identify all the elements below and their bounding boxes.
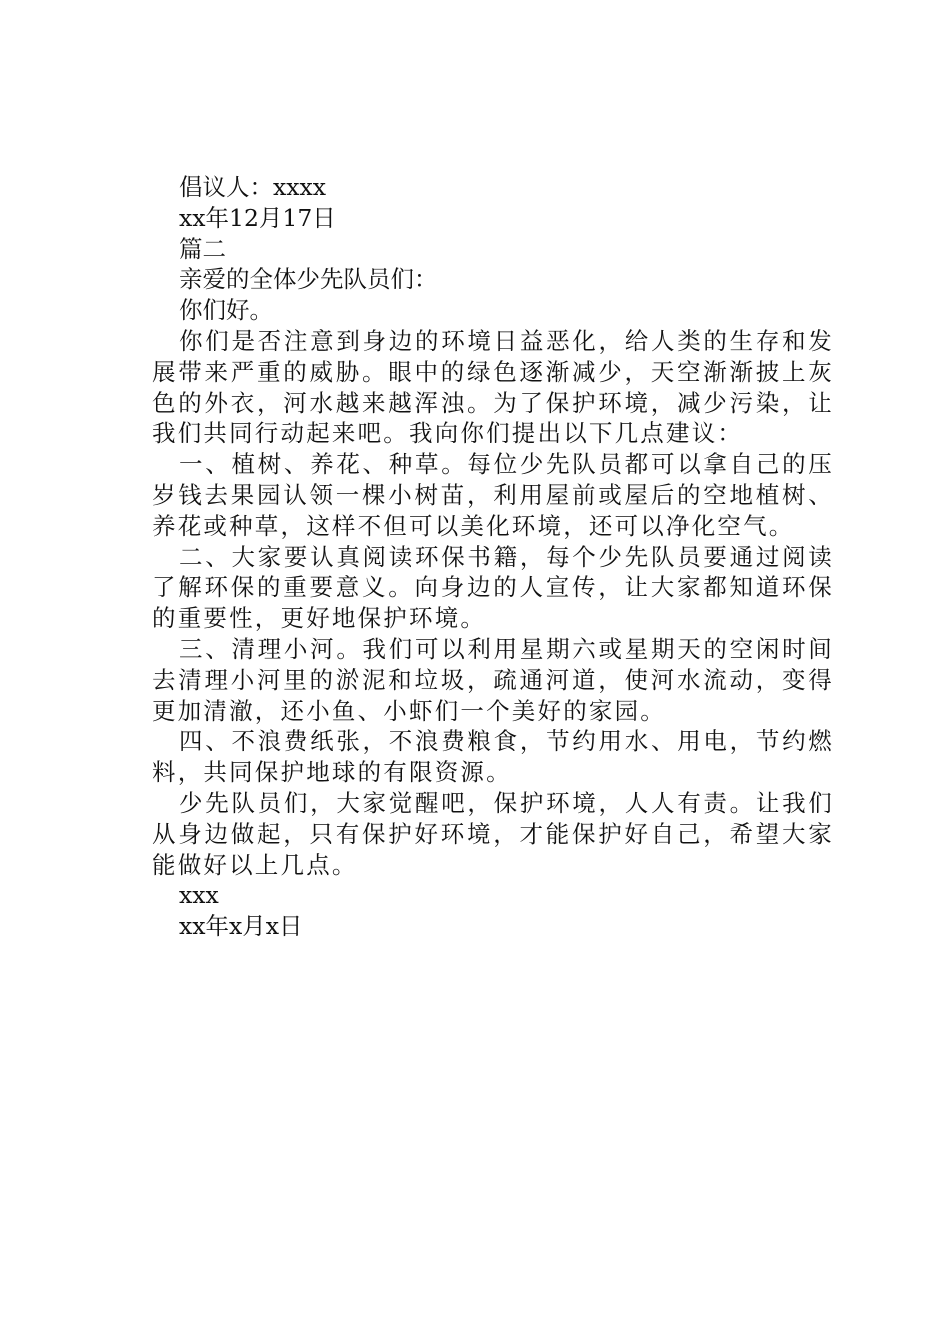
salutation: 亲爱的全体少先队员们： bbox=[179, 265, 438, 294]
suggestion-1-paragraph: 一、植树、养花、种草。每位少先队员都可以拿自己的压岁钱去果园认领一棵小树苗，利用屋前或屋后的空地植树、养花或种草，这样不但可以美化环境，还可以净化空气。 bbox=[152, 450, 834, 540]
section-heading: 篇二 bbox=[179, 234, 226, 263]
suggestion-4-paragraph: 四、不浪费纸张，不浪费粮食，节约用水、用电，节约燃料，共同保护地球的有限资源。 bbox=[152, 727, 834, 787]
date-line: xx年12月17日 bbox=[179, 203, 336, 232]
intro-paragraph: 你们是否注意到身边的环境日益恶化，给人类的生存和发展带来严重的威胁。眼中的绿色逐渐减少，天空渐渐披上灰色的外衣，河水越来越浑浊。为了保护环境，减少污染，让我们共同行动起来吧。我向你们提出以下几点建议： bbox=[152, 326, 834, 448]
suggestion-2-paragraph: 二、大家要认真阅读环保书籍，每个少先队员要通过阅读了解环保的重要意义。向身边的人宣传，让大家都知道环保的重要性，更好地保护环境。 bbox=[152, 542, 834, 633]
greeting: 你们好。 bbox=[179, 296, 273, 325]
closing-paragraph: 少先队员们，大家觉醒吧，保护环境，人人有责。让我们从身边做起，只有保护好环境，才能保护好自己，希望大家能做好以上几点。 bbox=[152, 788, 834, 879]
signature: xxx bbox=[179, 881, 219, 910]
closing-date: xx年x月x日 bbox=[179, 912, 303, 941]
suggestion-3-paragraph: 三、清理小河。我们可以利用星期六或星期天的空闲时间去清理小河里的淤泥和垃圾，疏通河道，使河水流动，变得更加清澈，还小鱼、小虾们一个美好的家园。 bbox=[152, 634, 834, 725]
document-body bbox=[152, 172, 834, 942]
proposer-line: 倡议人：xxxx bbox=[179, 173, 327, 201]
